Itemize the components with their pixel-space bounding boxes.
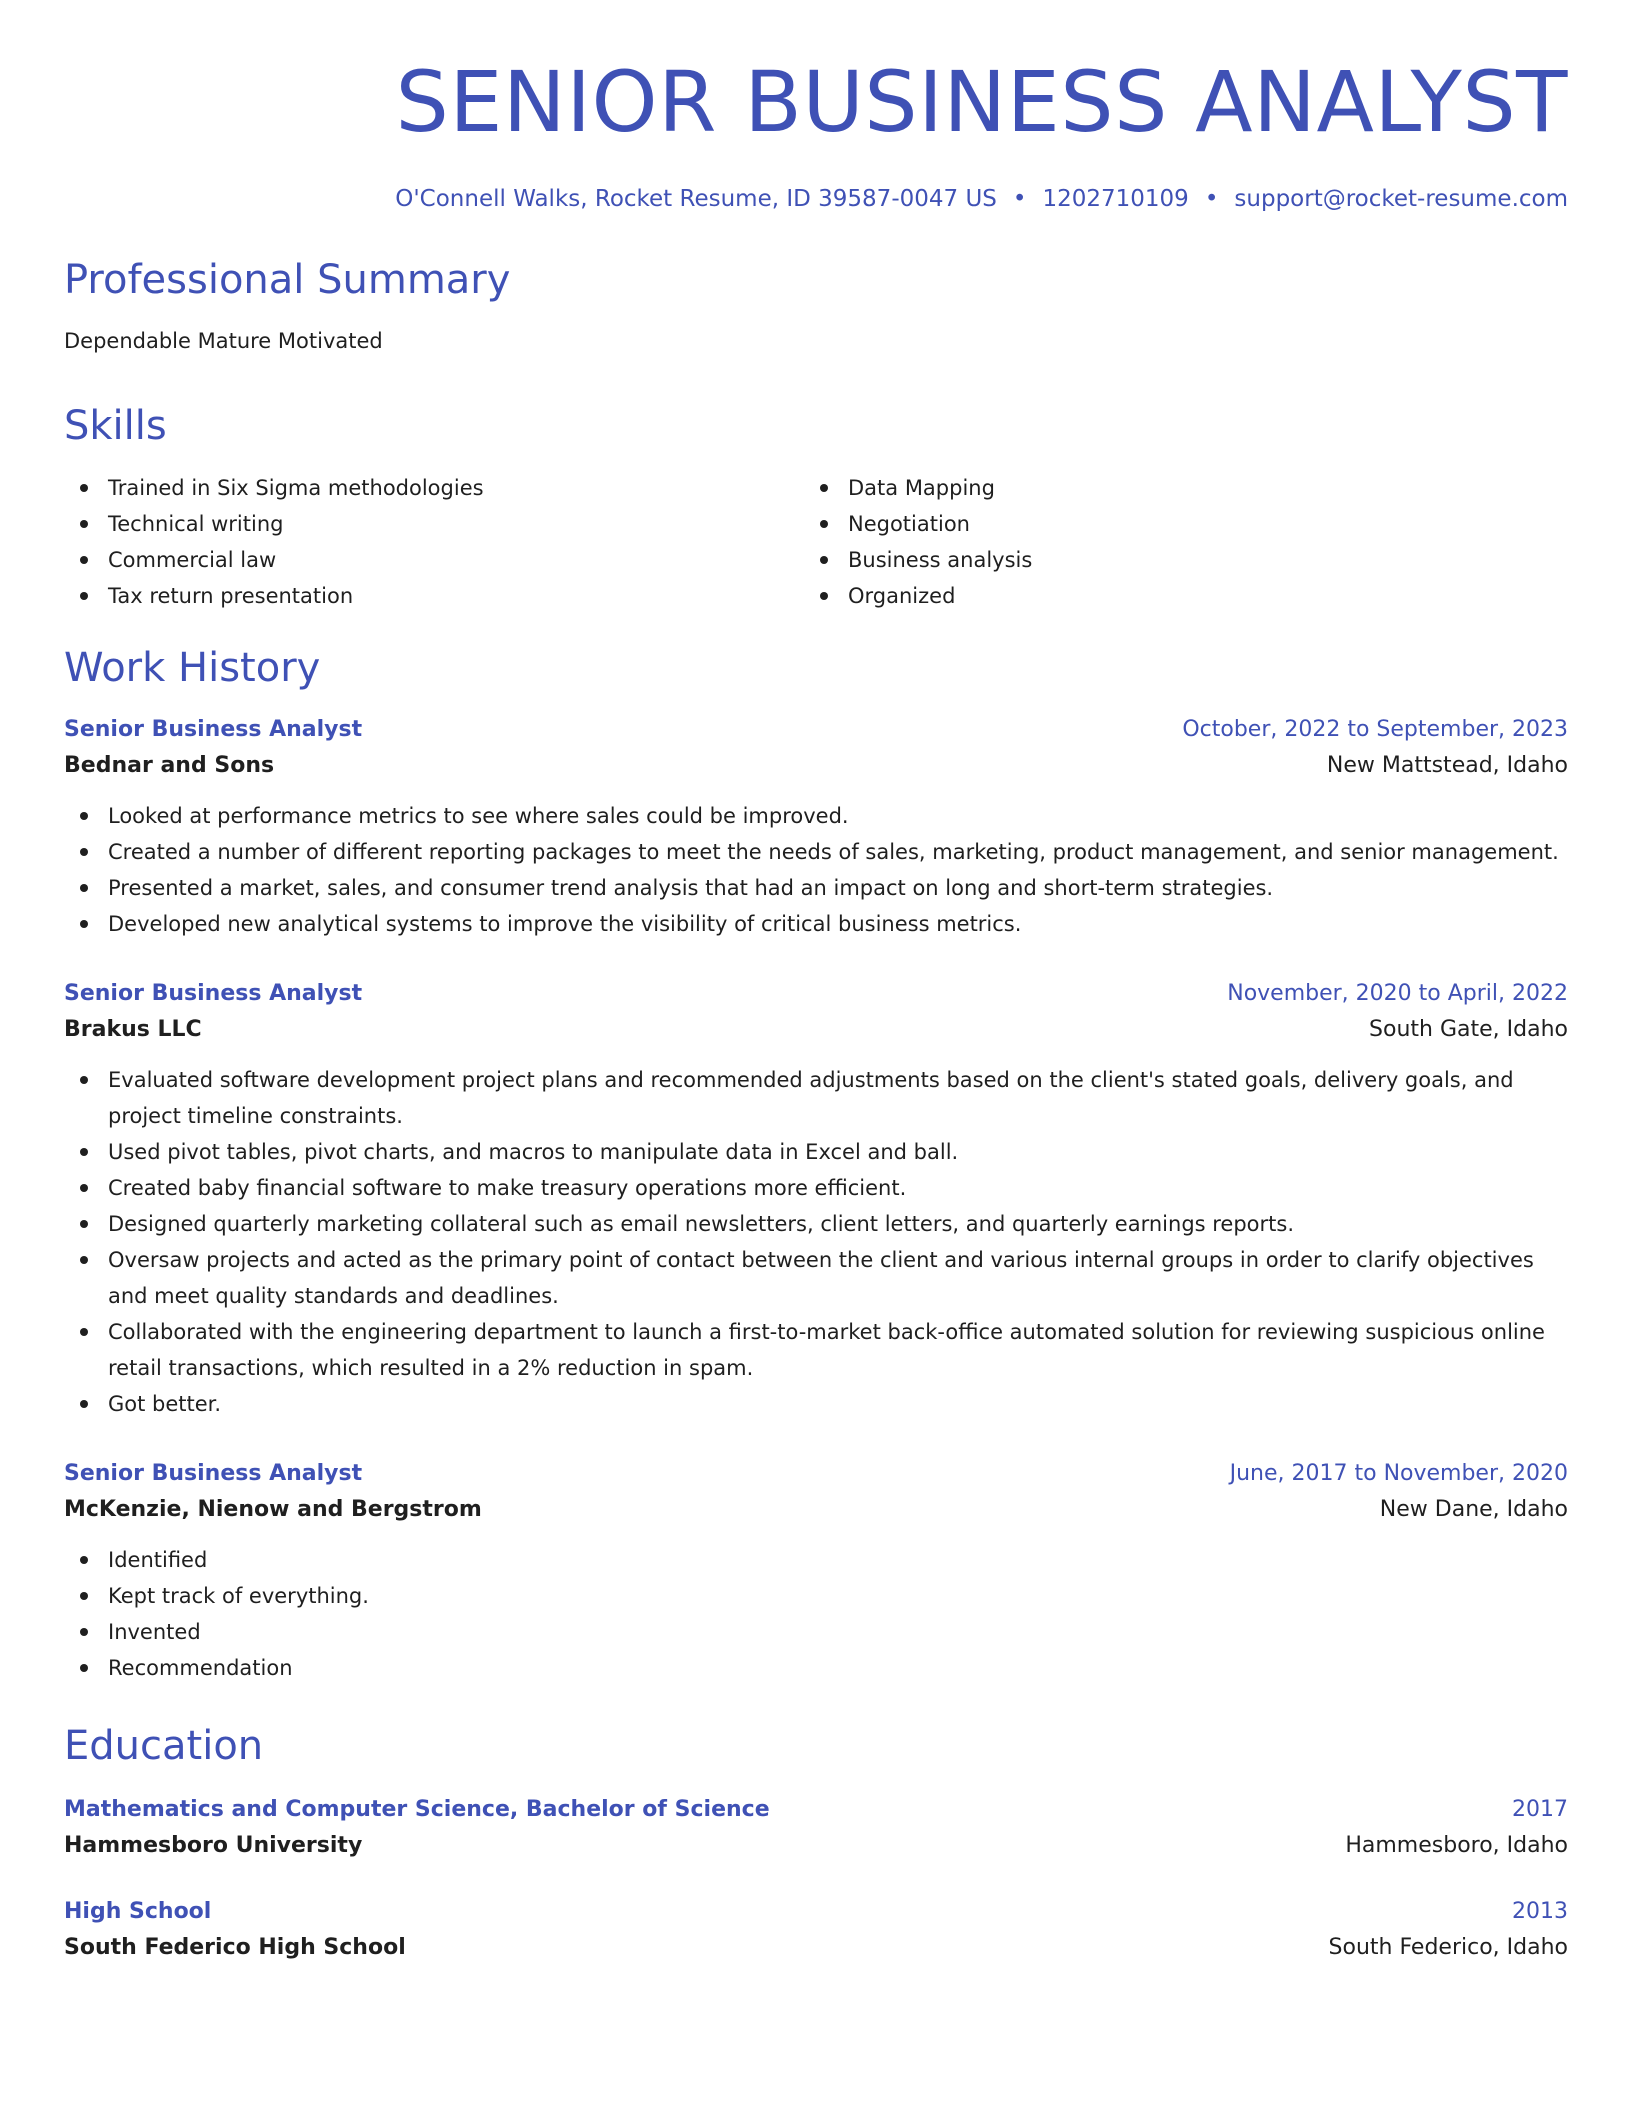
job-title: Senior Business Analyst [64, 981, 363, 1006]
skills-list-left [64, 470, 804, 614]
education-header-row [64, 1896, 1568, 1928]
education-school: Hammesboro University [64, 1833, 363, 1858]
job-title: Senior Business Analyst [64, 1461, 363, 1486]
education-year: 2017 [1512, 1797, 1568, 1822]
job-company: Bednar and Sons [64, 753, 275, 778]
job-bullet: Kept track of everything. [64, 1578, 1568, 1614]
summary-text: Dependable Mature Motivated [64, 329, 383, 353]
job-header-row [64, 978, 1568, 1010]
education-entry [64, 1896, 1568, 1968]
job-bullet: Created a number of different reporting packages to meet the needs of sales, marketing, product management, and senior management. [64, 834, 1568, 870]
education-school-row [64, 1928, 1568, 1968]
skill-item: Technical writing [64, 506, 804, 542]
contact-address: O'Connell Walks, Rocket Resume, ID 39587-0047 US [395, 186, 997, 212]
job-bullet: Created baby financial software to make treasury operations more efficient. [64, 1170, 1568, 1206]
work-history-heading: Work History [64, 645, 321, 691]
job-company-row [64, 1010, 1568, 1050]
education-heading: Education [64, 1723, 264, 1769]
education-year: 2013 [1512, 1899, 1568, 1924]
job-entry [64, 714, 1568, 942]
education-degree: Mathematics and Computer Science, Bachelor of Science [64, 1797, 770, 1822]
education-location: Hammesboro, Idaho [1345, 1833, 1568, 1858]
education-school-row [64, 1826, 1568, 1866]
job-dates: June, 2017 to November, 2020 [1229, 1461, 1568, 1486]
job-company: McKenzie, Nienow and Bergstrom [64, 1497, 482, 1522]
job-bullet: Invented [64, 1614, 1568, 1650]
job-bullets [64, 798, 1568, 942]
job-bullet: Evaluated software development project plans and recommended adjustments based on the client's stated goals, delivery goals, and project timeline constraints. [64, 1062, 1568, 1134]
contact-phone: 1202710109 [1042, 186, 1189, 212]
job-bullet: Oversaw projects and acted as the primary point of contact between the client and various internal groups in order to clarify objectives and meet quality standards and deadlines. [64, 1242, 1568, 1314]
job-location: New Mattstead, Idaho [1326, 753, 1568, 778]
job-bullet: Presented a market, sales, and consumer trend analysis that had an impact on long and short-term strategies. [64, 870, 1568, 906]
job-entry [64, 978, 1568, 1422]
job-bullet: Collaborated with the engineering department to launch a first-to-market back-office automated solution for reviewing suspicious online retail transactions, which resulted in a 2% reduction in spam. [64, 1314, 1568, 1386]
education-location: South Federico, Idaho [1328, 1935, 1568, 1960]
job-location: New Dane, Idaho [1379, 1497, 1568, 1522]
skill-item: Data Mapping [804, 470, 1544, 506]
job-bullet: Designed quarterly marketing collateral such as email newsletters, client letters, and quarterly earnings reports. [64, 1206, 1568, 1242]
job-header-row [64, 1458, 1568, 1490]
job-bullet: Recommendation [64, 1650, 1568, 1686]
education-header-row [64, 1794, 1568, 1826]
education-entry [64, 1794, 1568, 1866]
skill-item: Organized [804, 578, 1544, 614]
education-degree: High School [64, 1899, 212, 1924]
job-bullet: Looked at performance metrics to see where sales could be improved. [64, 798, 1568, 834]
skills-column-left [64, 470, 804, 614]
job-bullet: Identified [64, 1542, 1568, 1578]
job-bullet: Got better. [64, 1386, 1568, 1422]
job-company: Brakus LLC [64, 1017, 202, 1042]
job-company-row [64, 746, 1568, 786]
job-entry [64, 1458, 1568, 1686]
skills-list-right [804, 470, 1544, 614]
education-school: South Federico High School [64, 1935, 406, 1960]
resume-title: SENIOR BUSINESS ANALYST [395, 53, 1568, 151]
job-dates: October, 2022 to September, 2023 [1182, 717, 1568, 742]
contact-email: support@rocket-resume.com [1234, 186, 1568, 212]
skill-item: Tax return presentation [64, 578, 804, 614]
skill-item: Negotiation [804, 506, 1544, 542]
summary-heading: Professional Summary [64, 257, 511, 303]
job-location: South Gate, Idaho [1369, 1017, 1568, 1042]
skills-grid [64, 470, 1568, 614]
job-company-row [64, 1490, 1568, 1530]
job-dates: November, 2020 to April, 2022 [1227, 981, 1568, 1006]
skills-heading: Skills [64, 403, 167, 449]
job-bullets [64, 1542, 1568, 1686]
skill-item: Commercial law [64, 542, 804, 578]
job-bullet: Used pivot tables, pivot charts, and macros to manipulate data in Excel and ball. [64, 1134, 1568, 1170]
skills-column-right [804, 470, 1544, 614]
contact-separator: • [1204, 186, 1219, 212]
contact-line [64, 184, 1568, 214]
job-header-row [64, 714, 1568, 746]
job-title: Senior Business Analyst [64, 717, 363, 742]
job-bullets [64, 1062, 1568, 1422]
skill-item: Business analysis [804, 542, 1544, 578]
job-bullet: Developed new analytical systems to improve the visibility of critical business metrics. [64, 906, 1568, 942]
contact-separator: • [1012, 186, 1027, 212]
skill-item: Trained in Six Sigma methodologies [64, 470, 804, 506]
